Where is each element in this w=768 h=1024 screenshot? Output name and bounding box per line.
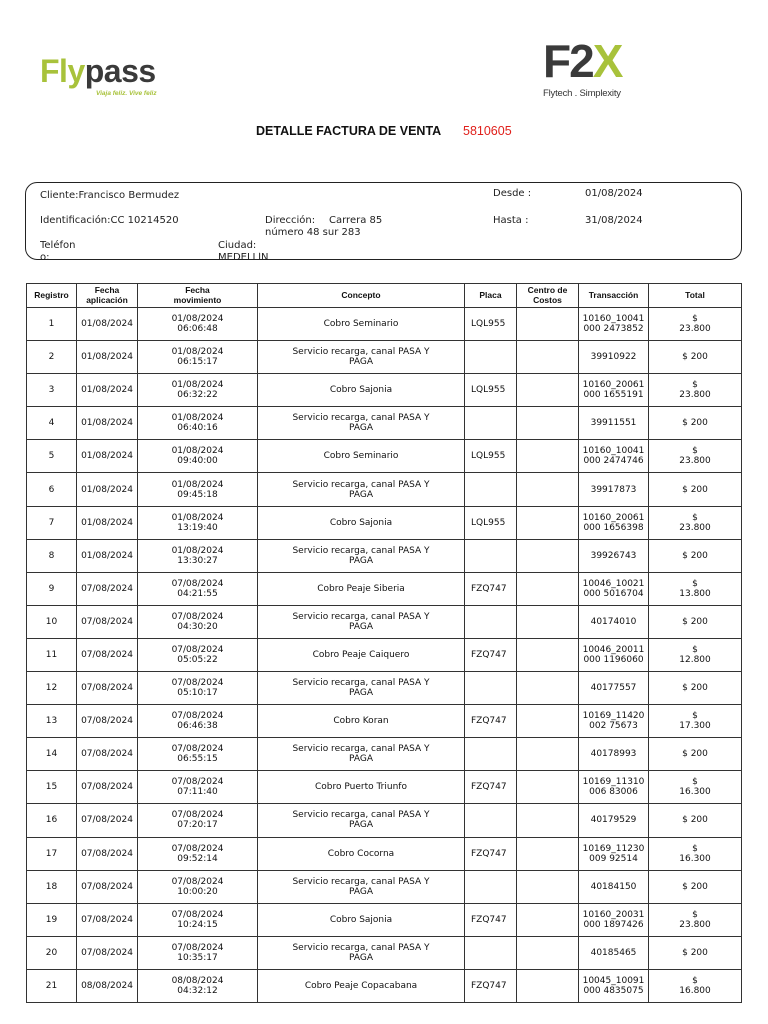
cell-placa: LQL955: [465, 308, 517, 341]
logo-mark-f2: F2: [543, 35, 593, 87]
cell-transaccion: 40174010: [579, 605, 649, 638]
cell-centro-costos: [517, 308, 579, 341]
cell-fecha-movimiento: 07/08/2024 07:20:17: [138, 804, 258, 837]
cell-registro: 9: [27, 572, 77, 605]
cell-fecha-aplicacion: 01/08/2024: [77, 308, 138, 341]
table-row: [27, 473, 742, 506]
col-header-placa: Placa: [465, 284, 517, 308]
cell-fecha-movimiento: 01/08/2024 13:19:40: [138, 506, 258, 539]
cell-total: $ 23.800: [649, 374, 742, 407]
cell-centro-costos: [517, 969, 579, 1002]
cell-registro: 17: [27, 837, 77, 870]
cell-fecha-aplicacion: 01/08/2024: [77, 374, 138, 407]
cell-total: $ 200: [649, 870, 742, 903]
cell-total: $ 16.300: [649, 837, 742, 870]
cell-transaccion: 10169_11310006 83006: [579, 771, 649, 804]
cell-registro: 10: [27, 605, 77, 638]
cell-transaccion: 10046_20011000 1196060: [579, 638, 649, 671]
cell-registro: 7: [27, 506, 77, 539]
cell-concepto: Servicio recarga, canal PASA Y PAGA: [258, 539, 465, 572]
cell-placa: [465, 870, 517, 903]
cell-transaccion: 10160_20061000 1655191: [579, 374, 649, 407]
cell-fecha-movimiento: 07/08/2024 10:35:17: [138, 936, 258, 969]
cell-centro-costos: [517, 374, 579, 407]
cell-centro-costos: [517, 903, 579, 936]
cell-placa: [465, 804, 517, 837]
cell-fecha-movimiento: 07/08/2024 04:30:20: [138, 605, 258, 638]
cell-registro: 15: [27, 771, 77, 804]
cell-registro: 14: [27, 738, 77, 771]
cell-concepto: Servicio recarga, canal PASA Y PAGA: [258, 473, 465, 506]
cell-registro: 16: [27, 804, 77, 837]
cell-total: $ 23.800: [649, 440, 742, 473]
table-row: [27, 837, 742, 870]
table-row: [27, 969, 742, 1002]
cell-centro-costos: [517, 539, 579, 572]
city-value: MEDELLÍN: [218, 252, 269, 260]
cell-fecha-movimiento: 07/08/2024 06:46:38: [138, 705, 258, 738]
table-row: [27, 738, 742, 771]
cell-placa: [465, 605, 517, 638]
logo-word-fly: Fly: [40, 53, 85, 89]
cell-concepto: Cobro Peaje Siberia: [258, 572, 465, 605]
cell-fecha-aplicacion: 07/08/2024: [77, 572, 138, 605]
cell-placa: [465, 672, 517, 705]
cell-total: $ 200: [649, 407, 742, 440]
cell-centro-costos: [517, 705, 579, 738]
cell-concepto: Cobro Peaje Copacabana: [258, 969, 465, 1002]
cell-fecha-movimiento: 01/08/2024 13:30:27: [138, 539, 258, 572]
col-header-transaccion: Transacción: [579, 284, 649, 308]
cell-fecha-aplicacion: 07/08/2024: [77, 738, 138, 771]
cell-fecha-aplicacion: 08/08/2024: [77, 969, 138, 1002]
cell-transaccion: 10169_11420002 75673: [579, 705, 649, 738]
logo-word-pass: pass: [84, 53, 156, 89]
cell-total: $ 200: [649, 738, 742, 771]
cell-placa: [465, 936, 517, 969]
cell-fecha-aplicacion: 01/08/2024: [77, 440, 138, 473]
cell-transaccion: 10160_20061000 1656398: [579, 506, 649, 539]
cell-centro-costos: [517, 407, 579, 440]
col-header-centro-costos: Centro de Costos: [517, 284, 579, 308]
cell-fecha-aplicacion: 07/08/2024: [77, 771, 138, 804]
cell-fecha-movimiento: 01/08/2024 09:40:00: [138, 440, 258, 473]
cell-centro-costos: [517, 473, 579, 506]
cell-registro: 2: [27, 341, 77, 374]
table-row: [27, 771, 742, 804]
cell-concepto: Cobro Peaje Caiquero: [258, 638, 465, 671]
cell-registro: 1: [27, 308, 77, 341]
cell-transaccion: 40179529: [579, 804, 649, 837]
cell-concepto: Servicio recarga, canal PASA Y PAGA: [258, 738, 465, 771]
address-value: Carrera 85 número 48 sur 283: [265, 215, 383, 238]
table-row: [27, 539, 742, 572]
cell-fecha-movimiento: 07/08/2024 04:21:55: [138, 572, 258, 605]
cell-centro-costos: [517, 440, 579, 473]
cell-placa: LQL955: [465, 440, 517, 473]
flypass-tagline: Viaja feliz. Vive feliz: [96, 90, 157, 97]
cell-fecha-movimiento: 07/08/2024 05:05:22: [138, 638, 258, 671]
logo-mark-x: X: [592, 35, 622, 87]
cell-placa: FZQ747: [465, 903, 517, 936]
col-header-fecha-aplicacion: Fecha aplicación: [77, 284, 138, 308]
cell-fecha-aplicacion: 01/08/2024: [77, 473, 138, 506]
invoice-detail-table: [26, 283, 742, 1003]
cell-fecha-movimiento: 07/08/2024 10:24:15: [138, 903, 258, 936]
cell-centro-costos: [517, 837, 579, 870]
cell-placa: FZQ747: [465, 837, 517, 870]
cell-registro: 12: [27, 672, 77, 705]
cell-fecha-movimiento: 01/08/2024 06:40:16: [138, 407, 258, 440]
cell-centro-costos: [517, 936, 579, 969]
cell-placa: [465, 738, 517, 771]
cell-concepto: Servicio recarga, canal PASA Y PAGA: [258, 870, 465, 903]
cell-centro-costos: [517, 572, 579, 605]
cell-registro: 4: [27, 407, 77, 440]
cell-transaccion: 39911551: [579, 407, 649, 440]
cell-fecha-movimiento: 07/08/2024 10:00:20: [138, 870, 258, 903]
cell-registro: 3: [27, 374, 77, 407]
cell-fecha-aplicacion: 01/08/2024: [77, 506, 138, 539]
cell-concepto: Cobro Seminario: [258, 440, 465, 473]
cell-registro: 5: [27, 440, 77, 473]
cell-fecha-movimiento: 07/08/2024 09:52:14: [138, 837, 258, 870]
cell-transaccion: 10160_10041000 2474746: [579, 440, 649, 473]
cell-registro: 11: [27, 638, 77, 671]
to-label: Hasta :: [493, 215, 529, 226]
cell-placa: FZQ747: [465, 771, 517, 804]
cell-concepto: Servicio recarga, canal PASA Y PAGA: [258, 605, 465, 638]
cell-concepto: Servicio recarga, canal PASA Y PAGA: [258, 936, 465, 969]
cell-fecha-aplicacion: 07/08/2024: [77, 638, 138, 671]
table-row: [27, 903, 742, 936]
cell-placa: FZQ747: [465, 572, 517, 605]
cell-concepto: Servicio recarga, canal PASA Y PAGA: [258, 407, 465, 440]
cell-total: $ 200: [649, 605, 742, 638]
cell-registro: 18: [27, 870, 77, 903]
cell-fecha-aplicacion: 07/08/2024: [77, 672, 138, 705]
cell-fecha-aplicacion: 07/08/2024: [77, 705, 138, 738]
cell-total: $ 200: [649, 341, 742, 374]
cell-total: $ 16.800: [649, 969, 742, 1002]
cell-total: $ 23.800: [649, 903, 742, 936]
table-row: [27, 308, 742, 341]
cell-concepto: Cobro Seminario: [258, 308, 465, 341]
cell-total: $ 200: [649, 804, 742, 837]
cell-centro-costos: [517, 506, 579, 539]
cell-registro: 8: [27, 539, 77, 572]
table-header-row: [27, 284, 742, 308]
cell-concepto: Cobro Sajonia: [258, 374, 465, 407]
table-row: [27, 705, 742, 738]
table-row: [27, 440, 742, 473]
cell-transaccion: 40185465: [579, 936, 649, 969]
table-row: [27, 605, 742, 638]
f2x-tagline: Flytech . Simplexity: [543, 88, 621, 99]
cell-centro-costos: [517, 738, 579, 771]
cell-placa: FZQ747: [465, 969, 517, 1002]
city-label: Ciudad:: [218, 240, 257, 251]
cell-fecha-aplicacion: 01/08/2024: [77, 407, 138, 440]
table-row: [27, 572, 742, 605]
cell-transaccion: 40178993: [579, 738, 649, 771]
cell-fecha-aplicacion: 01/08/2024: [77, 539, 138, 572]
col-header-fecha-movimiento: Fecha movimiento: [138, 284, 258, 308]
invoice-number: 5810605: [463, 124, 512, 138]
client-id: Identificación:CC 10214520: [40, 215, 179, 226]
cell-transaccion: 10160_10041000 2473852: [579, 308, 649, 341]
cell-registro: 6: [27, 473, 77, 506]
cell-concepto: Cobro Sajonia: [258, 903, 465, 936]
cell-fecha-movimiento: 08/08/2024 04:32:12: [138, 969, 258, 1002]
cell-fecha-movimiento: 01/08/2024 06:15:17: [138, 341, 258, 374]
cell-concepto: Cobro Puerto Triunfo: [258, 771, 465, 804]
cell-transaccion: 10046_10021000 5016704: [579, 572, 649, 605]
cell-placa: FZQ747: [465, 705, 517, 738]
cell-fecha-movimiento: 01/08/2024 06:06:48: [138, 308, 258, 341]
cell-fecha-movimiento: 01/08/2024 06:32:22: [138, 374, 258, 407]
table-row: [27, 407, 742, 440]
cell-total: $ 13.800: [649, 572, 742, 605]
cell-fecha-aplicacion: 07/08/2024: [77, 936, 138, 969]
col-header-concepto: Concepto: [258, 284, 465, 308]
client-name: Cliente:Francisco Bermudez: [40, 190, 180, 201]
cell-total: $ 23.800: [649, 506, 742, 539]
cell-total: $ 16.300: [649, 771, 742, 804]
table-row: [27, 936, 742, 969]
cell-total: $ 23.800: [649, 308, 742, 341]
address-label: Dirección:: [265, 215, 316, 226]
cell-placa: FZQ747: [465, 638, 517, 671]
cell-concepto: Cobro Sajonia: [258, 506, 465, 539]
cell-transaccion: 40184150: [579, 870, 649, 903]
cell-concepto: Servicio recarga, canal PASA Y PAGA: [258, 804, 465, 837]
cell-concepto: Cobro Cocorna: [258, 837, 465, 870]
cell-total: $ 200: [649, 473, 742, 506]
f2x-logo: [543, 35, 643, 104]
col-header-registro: Registro: [27, 284, 77, 308]
cell-fecha-aplicacion: 07/08/2024: [77, 605, 138, 638]
cell-fecha-aplicacion: 07/08/2024: [77, 804, 138, 837]
cell-fecha-movimiento: 07/08/2024 05:10:17: [138, 672, 258, 705]
cell-fecha-aplicacion: 07/08/2024: [77, 870, 138, 903]
table-row: [27, 374, 742, 407]
cell-registro: 13: [27, 705, 77, 738]
cell-registro: 20: [27, 936, 77, 969]
from-date: 01/08/2024: [585, 188, 643, 199]
cell-total: $ 17.300: [649, 705, 742, 738]
flypass-logo: [40, 52, 180, 102]
cell-placa: LQL955: [465, 506, 517, 539]
cell-centro-costos: [517, 771, 579, 804]
cell-transaccion: 39917873: [579, 473, 649, 506]
cell-transaccion: 39926743: [579, 539, 649, 572]
cell-placa: [465, 407, 517, 440]
col-header-total: Total: [649, 284, 742, 308]
table-row: [27, 672, 742, 705]
cell-total: $ 200: [649, 672, 742, 705]
cell-fecha-aplicacion: 07/08/2024: [77, 837, 138, 870]
client-info-box: [25, 182, 742, 260]
table-row: [27, 506, 742, 539]
cell-placa: [465, 341, 517, 374]
cell-placa: [465, 473, 517, 506]
cell-fecha-aplicacion: 01/08/2024: [77, 341, 138, 374]
cell-transaccion: 39910922: [579, 341, 649, 374]
cell-transaccion: 10045_10091000 4835075: [579, 969, 649, 1002]
cell-concepto: Servicio recarga, canal PASA Y PAGA: [258, 341, 465, 374]
cell-concepto: Servicio recarga, canal PASA Y PAGA: [258, 672, 465, 705]
table-row: [27, 804, 742, 837]
cell-centro-costos: [517, 870, 579, 903]
cell-fecha-movimiento: 07/08/2024 06:55:15: [138, 738, 258, 771]
cell-fecha-movimiento: 07/08/2024 07:11:40: [138, 771, 258, 804]
phone-label: Teléfono:: [40, 240, 76, 260]
cell-total: $ 200: [649, 539, 742, 572]
from-label: Desde :: [493, 188, 532, 199]
cell-transaccion: 10160_20031000 1897426: [579, 903, 649, 936]
document-title: DETALLE FACTURA DE VENTA: [256, 124, 442, 138]
cell-total: $ 12.800: [649, 638, 742, 671]
cell-registro: 21: [27, 969, 77, 1002]
cell-concepto: Cobro Koran: [258, 705, 465, 738]
cell-fecha-movimiento: 01/08/2024 09:45:18: [138, 473, 258, 506]
cell-centro-costos: [517, 804, 579, 837]
cell-fecha-aplicacion: 07/08/2024: [77, 903, 138, 936]
to-date: 31/08/2024: [585, 215, 643, 226]
cell-placa: [465, 539, 517, 572]
cell-registro: 19: [27, 903, 77, 936]
cell-centro-costos: [517, 638, 579, 671]
table-row: [27, 341, 742, 374]
cell-transaccion: 40177557: [579, 672, 649, 705]
cell-centro-costos: [517, 341, 579, 374]
cell-placa: LQL955: [465, 374, 517, 407]
cell-total: $ 200: [649, 936, 742, 969]
cell-transaccion: 10169_11230009 92514: [579, 837, 649, 870]
table-row: [27, 870, 742, 903]
table-row: [27, 638, 742, 671]
cell-centro-costos: [517, 672, 579, 705]
cell-centro-costos: [517, 605, 579, 638]
